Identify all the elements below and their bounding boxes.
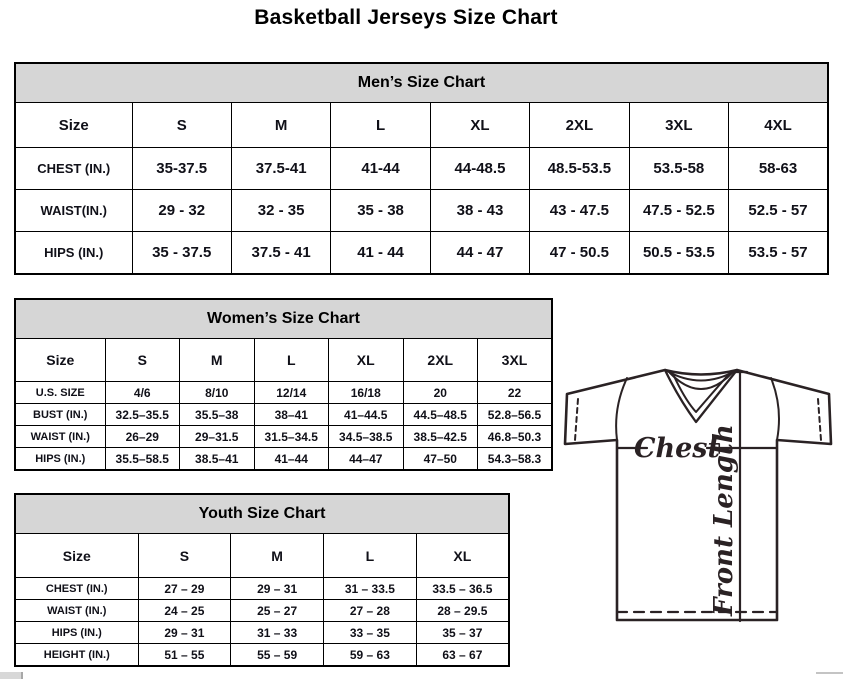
youth-size-table — [14, 493, 510, 667]
cell: 38.5–42.5 — [403, 426, 478, 448]
table-row — [15, 622, 509, 644]
cell: 27 – 28 — [324, 600, 417, 622]
scrollbar-fragment-right[interactable] — [816, 672, 843, 674]
column-header: S — [138, 534, 231, 578]
row-label: WAIST (IN.) — [15, 600, 138, 622]
column-header: Size — [15, 103, 132, 148]
column-header: XL — [416, 534, 509, 578]
cell: 44-48.5 — [430, 148, 529, 190]
cell: 43 - 47.5 — [530, 190, 629, 232]
column-header: XL — [329, 339, 404, 382]
cell: 33.5 – 36.5 — [416, 578, 509, 600]
table-row — [15, 426, 552, 448]
row-label: BUST (IN.) — [15, 404, 105, 426]
cell: 35 – 37 — [416, 622, 509, 644]
cell: 41 - 44 — [331, 232, 430, 275]
cell: 4/6 — [105, 382, 180, 404]
cell: 31.5–34.5 — [254, 426, 329, 448]
cell: 12/14 — [254, 382, 329, 404]
cell: 8/10 — [180, 382, 255, 404]
cell: 52.8–56.5 — [478, 404, 553, 426]
cell: 41–44.5 — [329, 404, 404, 426]
cell: 32 - 35 — [231, 190, 330, 232]
mens-size-table — [14, 62, 829, 275]
row-label: HIPS (IN.) — [15, 448, 105, 471]
row-label: HIPS (IN.) — [15, 622, 138, 644]
cell: 53.5-58 — [629, 148, 728, 190]
table-header-row — [15, 534, 509, 578]
column-header: M — [231, 534, 324, 578]
column-header: 3XL — [478, 339, 553, 382]
cell: 59 – 63 — [324, 644, 417, 667]
cell: 50.5 - 53.5 — [629, 232, 728, 275]
column-header: 4XL — [729, 103, 828, 148]
cell: 32.5–35.5 — [105, 404, 180, 426]
column-header: XL — [430, 103, 529, 148]
column-header: 2XL — [403, 339, 478, 382]
cell: 41-44 — [331, 148, 430, 190]
table-row — [15, 600, 509, 622]
row-label: CHEST (IN.) — [15, 148, 132, 190]
cell: 35 - 37.5 — [132, 232, 231, 275]
cell: 46.8–50.3 — [478, 426, 553, 448]
cell: 38–41 — [254, 404, 329, 426]
front-length-label: Front Length — [709, 424, 739, 616]
column-header: L — [324, 534, 417, 578]
column-header: L — [331, 103, 430, 148]
cell: 44.5–48.5 — [403, 404, 478, 426]
cell: 38.5–41 — [180, 448, 255, 471]
table-row — [15, 448, 552, 471]
column-header: Size — [15, 534, 138, 578]
cell: 47 - 50.5 — [530, 232, 629, 275]
cell: 31 – 33 — [231, 622, 324, 644]
cell: 35 - 38 — [331, 190, 430, 232]
cell: 29 – 31 — [138, 622, 231, 644]
cell: 28 – 29.5 — [416, 600, 509, 622]
column-header: L — [254, 339, 329, 382]
cell: 29 - 32 — [132, 190, 231, 232]
chest-label: Chest — [634, 433, 720, 464]
cell: 29–31.5 — [180, 426, 255, 448]
cell: 35-37.5 — [132, 148, 231, 190]
column-header: 3XL — [629, 103, 728, 148]
row-label: U.S. SIZE — [15, 382, 105, 404]
cell: 47–50 — [403, 448, 478, 471]
cell: 52.5 - 57 — [729, 190, 828, 232]
cell: 26–29 — [105, 426, 180, 448]
jersey-outline — [565, 370, 831, 620]
cell: 58-63 — [729, 148, 828, 190]
column-header: S — [132, 103, 231, 148]
scrollbar-fragment-left[interactable] — [0, 672, 23, 679]
cell: 24 – 25 — [138, 600, 231, 622]
page-title: Basketball Jerseys Size Chart — [254, 6, 558, 29]
row-label: WAIST(IN.) — [15, 190, 132, 232]
cell: 35.5–58.5 — [105, 448, 180, 471]
column-header: Size — [15, 339, 105, 382]
cell: 20 — [403, 382, 478, 404]
mens-table-title: Men’s Size Chart — [15, 63, 828, 103]
cell: 22 — [478, 382, 553, 404]
row-label: CHEST (IN.) — [15, 578, 138, 600]
table-header-row — [15, 339, 552, 382]
cell: 63 – 67 — [416, 644, 509, 667]
table-row — [15, 190, 828, 232]
column-header: 2XL — [530, 103, 629, 148]
table-row — [15, 578, 509, 600]
cell: 27 – 29 — [138, 578, 231, 600]
row-label: HIPS (IN.) — [15, 232, 132, 275]
cell: 53.5 - 57 — [729, 232, 828, 275]
cell: 47.5 - 52.5 — [629, 190, 728, 232]
row-label: HEIGHT (IN.) — [15, 644, 138, 667]
cell: 54.3–58.3 — [478, 448, 553, 471]
column-header: S — [105, 339, 180, 382]
cell: 34.5–38.5 — [329, 426, 404, 448]
cell: 31 – 33.5 — [324, 578, 417, 600]
youth-table-title: Youth Size Chart — [15, 494, 509, 534]
column-header: M — [231, 103, 330, 148]
cell: 55 – 59 — [231, 644, 324, 667]
cell: 41–44 — [254, 448, 329, 471]
table-row — [15, 382, 552, 404]
cell: 33 – 35 — [324, 622, 417, 644]
cell: 48.5-53.5 — [530, 148, 629, 190]
cell: 51 – 55 — [138, 644, 231, 667]
womens-size-table — [14, 298, 553, 471]
row-label: WAIST (IN.) — [15, 426, 105, 448]
table-header-row — [15, 103, 828, 148]
cell: 37.5-41 — [231, 148, 330, 190]
cell: 25 – 27 — [231, 600, 324, 622]
table-row — [15, 148, 828, 190]
table-row — [15, 404, 552, 426]
column-header: M — [180, 339, 255, 382]
table-row — [15, 644, 509, 667]
jersey-measurement-diagram — [563, 363, 833, 627]
table-row — [15, 232, 828, 275]
cell: 16/18 — [329, 382, 404, 404]
cell: 29 – 31 — [231, 578, 324, 600]
cell: 35.5–38 — [180, 404, 255, 426]
cell: 37.5 - 41 — [231, 232, 330, 275]
womens-table-title: Women’s Size Chart — [15, 299, 552, 339]
cell: 44 - 47 — [430, 232, 529, 275]
cell: 44–47 — [329, 448, 404, 471]
cell: 38 - 43 — [430, 190, 529, 232]
